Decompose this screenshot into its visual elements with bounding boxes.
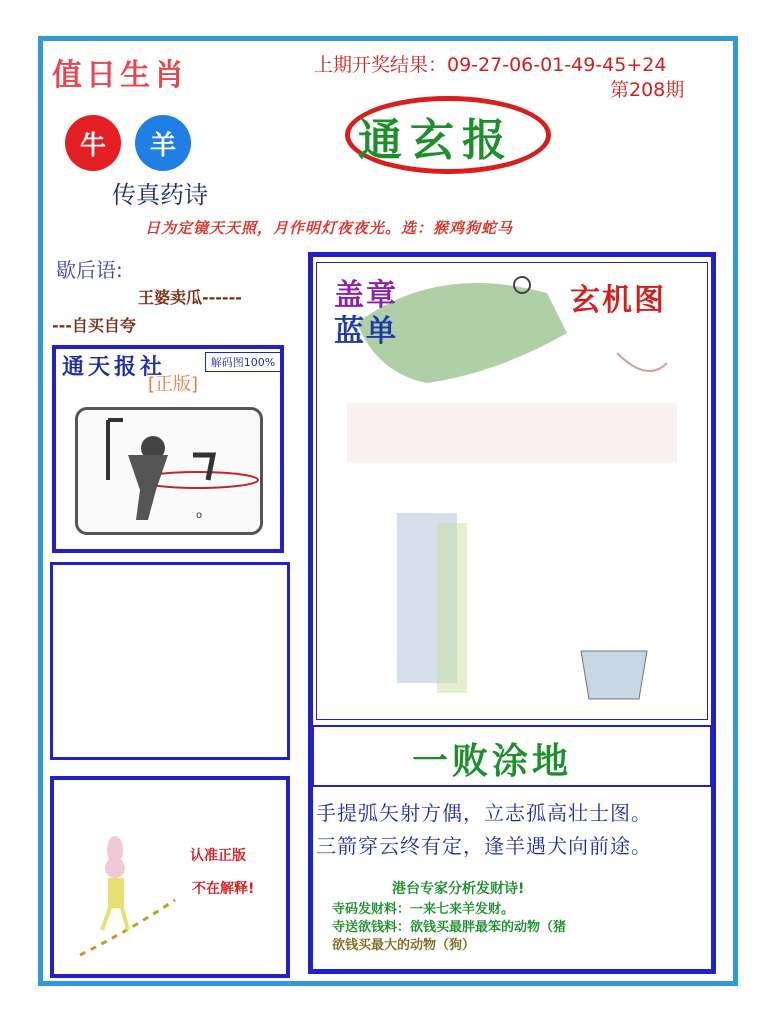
mystery-title: 玄机图 — [570, 283, 666, 318]
zodiac-badge-ox: 牛 — [65, 115, 121, 171]
empty-box — [50, 562, 290, 760]
stamp-title-2: 蓝单 — [334, 314, 398, 349]
issue-number: 第208期 — [610, 79, 685, 101]
xiehou-line-2: ---自买自夸 — [52, 316, 136, 335]
zodiac-badge-goat: 羊 — [135, 115, 191, 171]
logo-text: 通玄报 — [358, 115, 514, 166]
tongtian-stamp: [正版] — [148, 374, 199, 395]
poem-line-1: 手提弧矢射方偶，立志孤高壮士图。 — [316, 801, 652, 825]
rabbit-icon — [70, 830, 180, 964]
xiehou-line-1: 王婆卖瓜------ — [138, 288, 242, 307]
duty-zodiac-title: 值日生肖 — [52, 58, 188, 93]
tongtian-tag: 解码图100% — [205, 352, 281, 372]
warning-text-1: 认准正版 — [190, 848, 246, 864]
phrase-text: 一败涂地 — [412, 740, 573, 782]
golf-icon — [75, 407, 263, 535]
analysis-line-1: 寺码发财料：一来七来羊发财。 — [332, 902, 515, 917]
stamp-title-1: 盖章 — [334, 278, 398, 313]
hk-analysis-title: 港台专家分析发财诗! — [392, 881, 525, 897]
warning-text-2: 不在解释! — [192, 881, 255, 897]
last-result: 上期开奖结果：09-27-06-01-49-45+24 — [314, 54, 667, 76]
svg-text:o: o — [196, 510, 203, 521]
fax-poem-label: 传真药诗 — [112, 181, 208, 209]
fax-poem-line: 日为定镜天天照，月作明灯夜夜光。选：猴鸡狗蛇马 — [145, 219, 514, 237]
tongtian-title: 通天报社 — [62, 354, 167, 380]
poem-line-2: 三箭穿云终有定，逢羊遇犬向前途。 — [316, 834, 652, 858]
analysis-line-3: 欲钱买最大的动物（狗） — [332, 938, 476, 953]
xiehou-label: 歇后语: — [56, 258, 123, 282]
analysis-line-2: 寺送欲钱料：欲钱买最胖最笨的动物（猪 — [332, 920, 567, 935]
